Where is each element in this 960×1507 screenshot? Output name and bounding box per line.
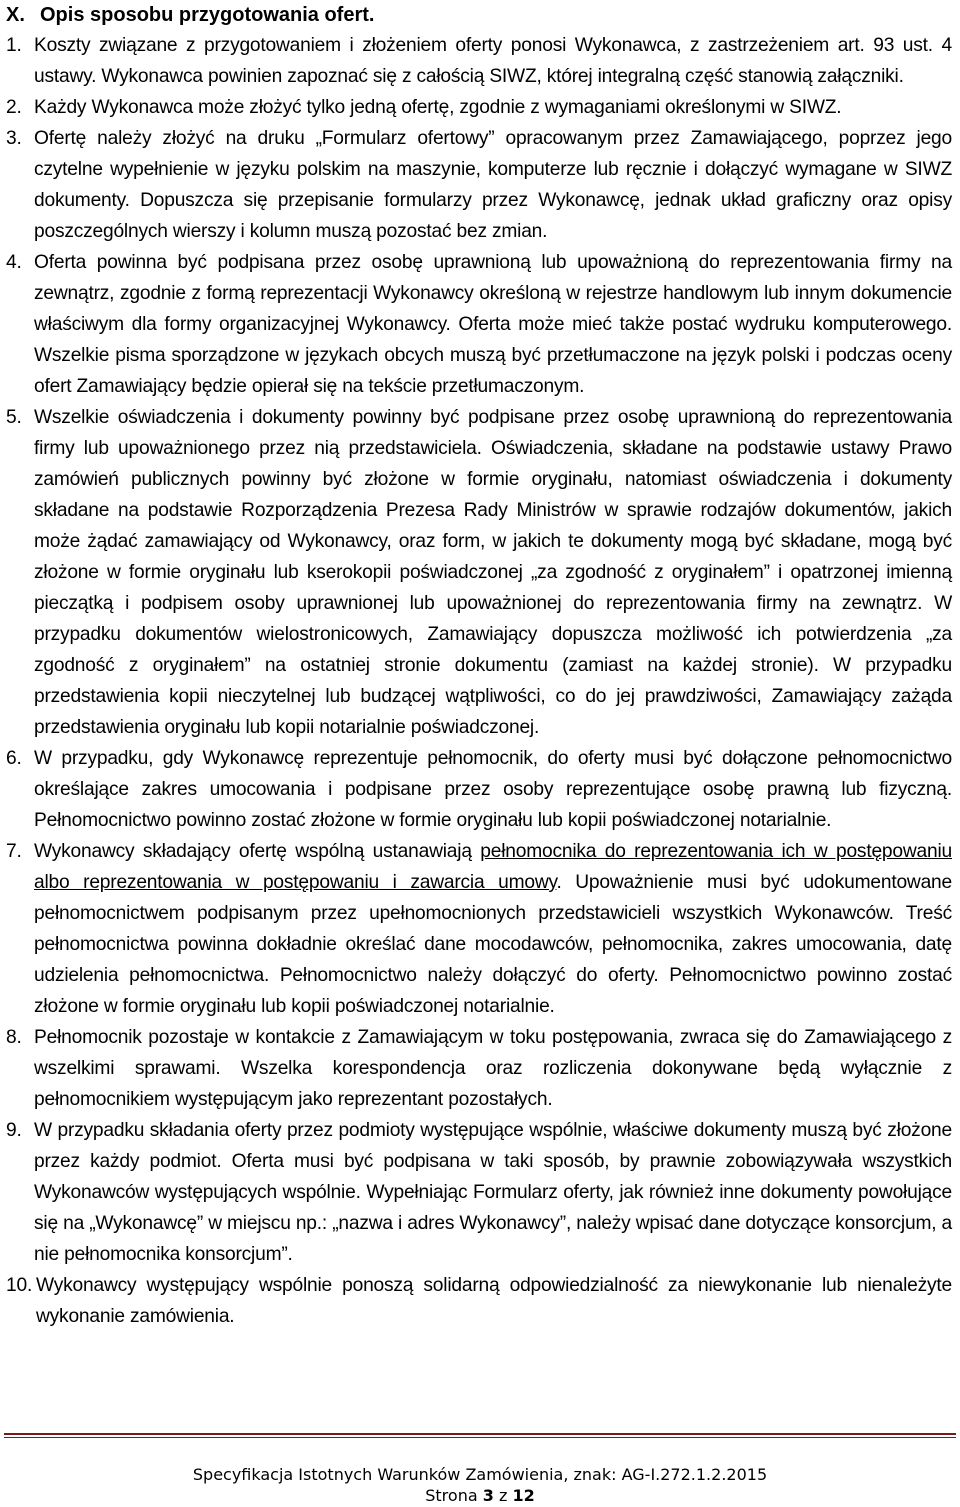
item-text: W przypadku, gdy Wykonawcę reprezentuje pełnomocnik, do oferty musi być dołączone pełnomocnictwo określające zakres umocowania i podpisane przez osoby reprezentujące osobę prawną lub fizyczną. Pełnomocnictwo powinno zostać złożone w formie oryginału lub kopii poświadczonej notarialnie.: [34, 748, 952, 831]
page-current: 3: [482, 1486, 494, 1505]
item-text: Wykonawcy występujący wspólnie ponoszą solidarną odpowiedzialność za niewykonanie lub nienależyte wykonanie zamówienia.: [36, 1275, 952, 1327]
list-item-8: [6, 1022, 952, 1115]
section-number: X.: [6, 4, 25, 26]
numbered-list: [6, 30, 952, 1332]
item-number: 1.: [6, 35, 22, 56]
section-title: Opis sposobu przygotowania ofert.: [40, 4, 375, 26]
item-text: Koszty związane z przygotowaniem i złożeniem oferty ponosi Wykonawca, z zastrzeżeniem art. 93 ust. 4 ustawy. Wykonawca powinien zapoznać się z całością SIWZ, której integralną część stanowią załączniki.: [34, 35, 952, 87]
item-text: Ofertę należy złożyć na druku „Formularz ofertowy” opracowanym przez Zamawiającego, poprzez jego czytelne wypełnienie w języku polskim na maszynie, komputerze lub ręcznie i dołączyć wymagane w SIWZ dokumenty. Dopuszcza się przepisanie formularzy przez Wykonawcę, jednak układ graficzny oraz opisy poszczególnych wierszy i kolumn muszą pozostać bez zmian.: [34, 128, 952, 242]
item-number: 5.: [6, 407, 22, 428]
item-text: Wszelkie oświadczenia i dokumenty powinny być podpisane przez osobę uprawnioną do reprezentowania firmy lub upoważnionego przez nią przedstawiciela. Oświadczenia, składane na podstawie ustawy Prawo zamówień publicznych powinny być złożone w formie oryginału, natomiast oświadczenia i dokumenty składane na podstawie Rozporządzenia Prezesa Rady Ministrów w sprawie rodzajów dokumentów, jakich może żądać zamawiający od Wykonawcy, oraz form, w jakich te dokumenty mogą być składane, mogą być złożone w formie oryginału lub kserokopii poświadczonej „za zgodność z oryginałem” i opatrzonej imienną pieczątką i podpisem osoby uprawnionej lub upoważnionej do reprezentowania firmy na zewnątrz. W przypadku dokumentów wielostronicowych, Zamawiający dopuszcza możliwość ich potwierdzenia „za zgodność z oryginałem” na ostatniej stronie dokumentu (zamiast na każdej stronie). W przypadku przedstawienia kopii nieczytelnej lub budzącej wątpliwości, co do jej prawdziwości, Zamawiający zażąda przedstawienia oryginału lub kopii notarialnie poświadczonej.: [34, 407, 952, 738]
item-number: 9.: [6, 1120, 22, 1141]
item-number: 2.: [6, 97, 22, 118]
list-item-3: [6, 123, 952, 247]
item-number: 7.: [6, 841, 22, 862]
item-text: Oferta powinna być podpisana przez osobę uprawnioną lub upoważnioną do reprezentowania firmy na zewnątrz, zgodnie z formą reprezentacji Wykonawcy określoną w rejestrze handlowym lub innym dokumencie właściwym dla formy organizacyjnej Wykonawcy. Oferta może mieć także postać wydruku komputerowego. Wszelkie pisma sporządzone w językach obcych muszą być przetłumaczone na język polski i podczas oceny ofert Zamawiający będzie opierał się na tekście przetłumaczonym.: [34, 252, 952, 397]
item-text: Pełnomocnik pozostaje w kontakcie z Zamawiającym w toku postępowania, zwraca się do Zamawiającego z wszelkimi sprawami. Wszelka korespondencja oraz rozliczenia dokonywane będą wyłącznie z pełnomocnikiem występującym jako reprezentant pozostałych.: [34, 1027, 952, 1110]
list-item-9: [6, 1115, 952, 1270]
footer-page-number: [0, 1486, 960, 1505]
list-item-1: [6, 30, 952, 92]
item-text-end: . Upoważnienie musi być udokumentowane pełnomocnictwem podpisanym przez upełnomocnionych przedstawicieli wszystkich Wykonawców. Treść pełnomocnictwa powinna dokładnie określać dane mocodawców, pełnomocnika, zakres umocowania, datę udzielenia pełnomocnictwa. Pełnomocnictwo należy dołączyć do oferty. Pełnomocnictwo powinno zostać złożone w formie oryginału lub kopii poświadczonej notarialnie.: [34, 872, 952, 1017]
item-number: 4.: [6, 252, 22, 273]
underlined-text: pełnomocnika do reprezentowania ich w postępowaniu albo reprezentowania w postępowaniu i zawarcia umowy: [34, 841, 952, 893]
page-total: 12: [512, 1486, 535, 1505]
item-number: 3.: [6, 128, 22, 149]
item-text-start: Wykonawcy składający ofertę wspólną ustanawiają: [34, 841, 481, 862]
page-of: z: [498, 1486, 508, 1505]
item-number: 6.: [6, 748, 22, 769]
footer-divider: [4, 1433, 956, 1435]
item-text: [34, 836, 952, 1022]
section-heading: [6, 2, 374, 28]
item-text: W przypadku składania oferty przez podmioty występujące wspólnie, właściwe dokumenty muszą być złożone przez każdy podmiot. Oferta musi być podpisana w taki sposób, by prawnie zobowiązywała wszystkich Wykonawców występujących wspólnie. Wypełniając Formularz oferty, jak również inne dokumenty powołujące się na „Wykonawcę” w miejscu np.: „nazwa i adres Wykonawcy”, należy wpisać dane dotyczące konsorcjum, a nie pełnomocnika konsorcjum”.: [34, 1120, 952, 1265]
footer-spec: Specyfikacja Istotnych Warunków Zamówienia, znak: AG-I.272.1.2.2015: [192, 1465, 768, 1484]
item-number: 8.: [6, 1027, 22, 1048]
list-item-2: [6, 92, 952, 123]
page-label: Strona: [425, 1486, 478, 1505]
list-item-10: [6, 1270, 952, 1332]
list-item-7: [6, 836, 952, 1022]
list-item-5: [6, 402, 952, 743]
item-text: Każdy Wykonawca może złożyć tylko jedną ofertę, zgodnie z wymaganiami określonymi w SIWZ.: [34, 97, 842, 118]
list-item-4: [6, 247, 952, 402]
item-number: 10.: [6, 1275, 33, 1296]
list-item-6: [6, 743, 952, 836]
footer-divider-thin: [4, 1437, 956, 1438]
